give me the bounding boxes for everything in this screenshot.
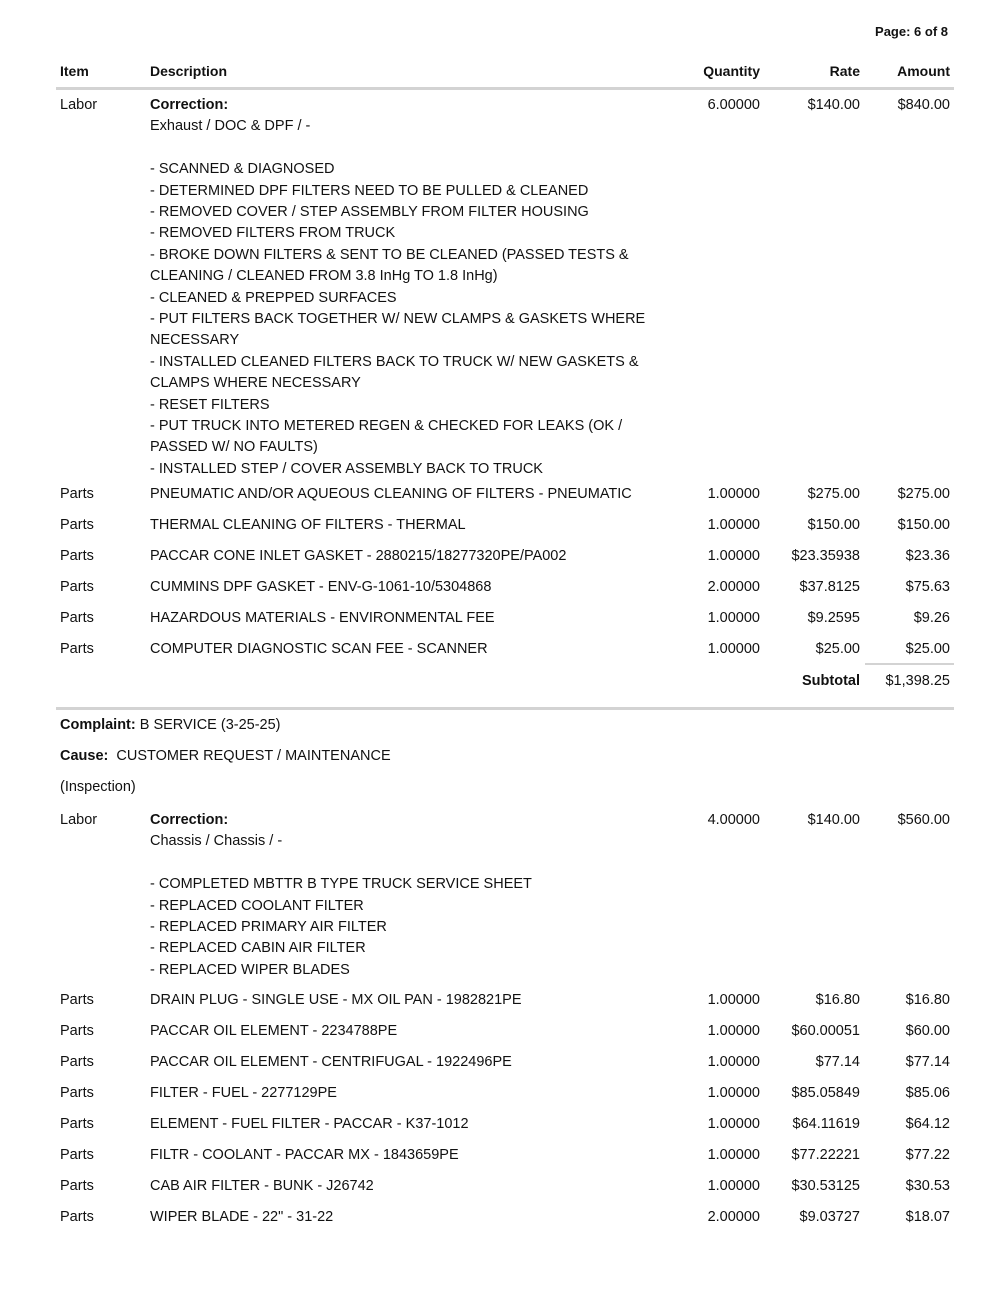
- quantity-cell: 1.00000: [707, 1178, 760, 1194]
- quantity-cell: 1.00000: [707, 1147, 760, 1163]
- item-cell: Parts: [60, 1147, 94, 1163]
- rate-cell: $9.2595: [807, 610, 860, 626]
- rate-cell: $9.03727: [799, 1209, 860, 1225]
- item-cell: Parts: [60, 579, 94, 595]
- rate-cell: $60.00051: [791, 1023, 860, 1039]
- correction-line: - REPLACED COOLANT FILTER: [150, 897, 364, 914]
- header-item: Item: [60, 63, 89, 79]
- item-cell: Parts: [60, 1023, 94, 1039]
- correction-label: Correction:: [150, 812, 229, 828]
- description-cell: [150, 810, 670, 981]
- cause-value: CUSTOMER REQUEST / MAINTENANCE: [116, 748, 391, 764]
- rate-cell: $140.00: [807, 97, 860, 113]
- item-cell: Parts: [60, 610, 94, 626]
- cause-label: Cause:: [60, 748, 109, 764]
- quantity-cell: 1.00000: [707, 486, 760, 502]
- description-cell: CUMMINS DPF GASKET - ENV-G-1061-10/5304868: [150, 579, 492, 595]
- description-cell: [150, 95, 670, 480]
- correction-line: - INSTALLED CLEANED FILTERS BACK TO TRUCK W/ NEW GASKETS &: [150, 353, 639, 370]
- amount-cell: $77.14: [905, 1054, 950, 1070]
- quantity-cell: 1.00000: [707, 641, 760, 657]
- rate-cell: $77.14: [815, 1054, 860, 1070]
- correction-line: - CLEANED & PREPPED SURFACES: [150, 289, 397, 306]
- correction-line: PASSED W/ NO FAULTS): [150, 439, 318, 456]
- section-divider: [56, 707, 954, 710]
- cause-line: [60, 748, 391, 764]
- amount-cell: $275.00: [897, 486, 950, 502]
- amount-cell: $16.80: [905, 992, 950, 1008]
- description-cell: PACCAR OIL ELEMENT - CENTRIFUGAL - 1922496PE: [150, 1054, 512, 1070]
- correction-line: - REPLACED PRIMARY AIR FILTER: [150, 919, 387, 936]
- quantity-cell: 1.00000: [707, 1116, 760, 1132]
- correction-line: - INSTALLED STEP / COVER ASSEMBLY BACK TO TRUCK: [150, 460, 543, 477]
- rate-cell: $77.22221: [791, 1147, 860, 1163]
- rate-cell: $30.53125: [791, 1178, 860, 1194]
- correction-line: - PUT TRUCK INTO METERED REGEN & CHECKED FOR LEAKS (OK /: [150, 418, 623, 435]
- amount-cell: $75.63: [905, 579, 950, 595]
- correction-line: - REPLACED WIPER BLADES: [150, 961, 350, 978]
- quantity-cell: 2.00000: [707, 579, 760, 595]
- header-rate: Rate: [829, 63, 860, 79]
- rate-cell: $275.00: [807, 486, 860, 502]
- quantity-cell: 1.00000: [707, 1054, 760, 1070]
- description-cell: PACCAR OIL ELEMENT - 2234788PE: [150, 1023, 398, 1039]
- rate-cell: $37.8125: [799, 579, 860, 595]
- correction-line: - REMOVED COVER / STEP ASSEMBLY FROM FILTER HOUSING: [150, 204, 589, 221]
- correction-line: CLEANING / CLEANED FROM 3.8 InHg TO 1.8 InHg): [150, 268, 498, 285]
- description-cell: WIPER BLADE - 22" - 31-22: [150, 1209, 334, 1225]
- amount-cell: $25.00: [905, 641, 950, 657]
- header-quantity: Quantity: [703, 63, 760, 79]
- amount-cell: $23.36: [905, 548, 950, 564]
- subtotal-label: Subtotal: [802, 673, 860, 689]
- description-cell: PACCAR CONE INLET GASKET - 2880215/18277320PE/PA002: [150, 548, 567, 564]
- subtotal-divider: [865, 663, 954, 665]
- inspection-note: (Inspection): [60, 779, 136, 795]
- subtotal-value: $1,398.25: [885, 673, 950, 689]
- item-cell: Parts: [60, 1116, 94, 1132]
- item-cell: Parts: [60, 641, 94, 657]
- item-cell: Parts: [60, 992, 94, 1008]
- description-cell: THERMAL CLEANING OF FILTERS - THERMAL: [150, 517, 466, 533]
- amount-cell: $840.00: [897, 97, 950, 113]
- description-cell: PNEUMATIC AND/OR AQUEOUS CLEANING OF FILTERS - PNEUMATIC: [150, 486, 632, 502]
- quantity-cell: 1.00000: [707, 610, 760, 626]
- correction-line: - REPLACED CABIN AIR FILTER: [150, 940, 366, 957]
- description-cell: HAZARDOUS MATERIALS - ENVIRONMENTAL FEE: [150, 610, 495, 626]
- description-cell: FILTER - FUEL - 2277129PE: [150, 1085, 337, 1101]
- amount-cell: $18.07: [905, 1209, 950, 1225]
- item-cell: Parts: [60, 486, 94, 502]
- item-cell: Parts: [60, 548, 94, 564]
- amount-cell: $30.53: [905, 1178, 950, 1194]
- rate-cell: $64.11619: [792, 1116, 860, 1132]
- rate-cell: $150.00: [807, 517, 860, 533]
- correction-system: Exhaust / DOC & DPF / -: [150, 118, 311, 135]
- correction-system: Chassis / Chassis / -: [150, 833, 283, 850]
- amount-cell: $64.12: [905, 1116, 950, 1132]
- correction-line: - DETERMINED DPF FILTERS NEED TO BE PULLED & CLEANED: [150, 182, 589, 199]
- rate-cell: $85.05849: [791, 1085, 860, 1101]
- correction-line: NECESSARY: [150, 332, 240, 349]
- amount-cell: $150.00: [897, 517, 950, 533]
- page-number: Page: 6 of 8: [875, 24, 948, 39]
- amount-cell: $60.00: [905, 1023, 950, 1039]
- item-cell: Labor: [60, 97, 98, 113]
- complaint-value: B SERVICE (3-25-25): [139, 717, 281, 733]
- amount-cell: $9.26: [913, 610, 950, 626]
- rate-cell: $16.80: [815, 992, 860, 1008]
- rate-cell: $25.00: [815, 641, 860, 657]
- table-header: [60, 63, 952, 83]
- correction-line: CLAMPS WHERE NECESSARY: [150, 375, 361, 392]
- description-cell: DRAIN PLUG - SINGLE USE - MX OIL PAN - 1982821PE: [150, 992, 522, 1008]
- quantity-cell: 2.00000: [707, 1209, 760, 1225]
- header-divider: [56, 87, 954, 90]
- quantity-cell: 1.00000: [707, 992, 760, 1008]
- correction-line: - BROKE DOWN FILTERS & SENT TO BE CLEANED (PASSED TESTS &: [150, 246, 629, 263]
- header-description: Description: [150, 63, 228, 79]
- quantity-cell: 6.00000: [707, 97, 760, 113]
- correction-label: Correction:: [150, 97, 229, 113]
- quantity-cell: 1.00000: [707, 1023, 760, 1039]
- correction-line: - COMPLETED MBTTR B TYPE TRUCK SERVICE SHEET: [150, 876, 532, 893]
- item-cell: Parts: [60, 517, 94, 533]
- complaint-line: [60, 717, 281, 733]
- description-cell: FILTR - COOLANT - PACCAR MX - 1843659PE: [150, 1147, 459, 1163]
- quantity-cell: 1.00000: [707, 548, 760, 564]
- item-cell: Parts: [60, 1085, 94, 1101]
- header-amount: Amount: [897, 63, 950, 79]
- correction-line: - PUT FILTERS BACK TOGETHER W/ NEW CLAMPS & GASKETS WHERE: [150, 311, 646, 328]
- description-cell: CAB AIR FILTER - BUNK - J26742: [150, 1178, 374, 1194]
- correction-line: - SCANNED & DIAGNOSED: [150, 161, 335, 178]
- amount-cell: $77.22: [905, 1147, 950, 1163]
- rate-cell: $140.00: [807, 812, 860, 828]
- description-cell: COMPUTER DIAGNOSTIC SCAN FEE - SCANNER: [150, 641, 488, 657]
- correction-line: - REMOVED FILTERS FROM TRUCK: [150, 225, 396, 242]
- complaint-label: Complaint:: [60, 717, 136, 733]
- item-cell: Parts: [60, 1054, 94, 1070]
- amount-cell: $85.06: [905, 1085, 950, 1101]
- description-cell: ELEMENT - FUEL FILTER - PACCAR - K37-1012: [150, 1116, 469, 1132]
- item-cell: Labor: [60, 812, 98, 828]
- item-cell: Parts: [60, 1209, 94, 1225]
- correction-line: - RESET FILTERS: [150, 396, 270, 413]
- quantity-cell: 4.00000: [707, 812, 760, 828]
- item-cell: Parts: [60, 1178, 94, 1194]
- rate-cell: $23.35938: [791, 548, 860, 564]
- quantity-cell: 1.00000: [707, 517, 760, 533]
- quantity-cell: 1.00000: [707, 1085, 760, 1101]
- amount-cell: $560.00: [897, 812, 950, 828]
